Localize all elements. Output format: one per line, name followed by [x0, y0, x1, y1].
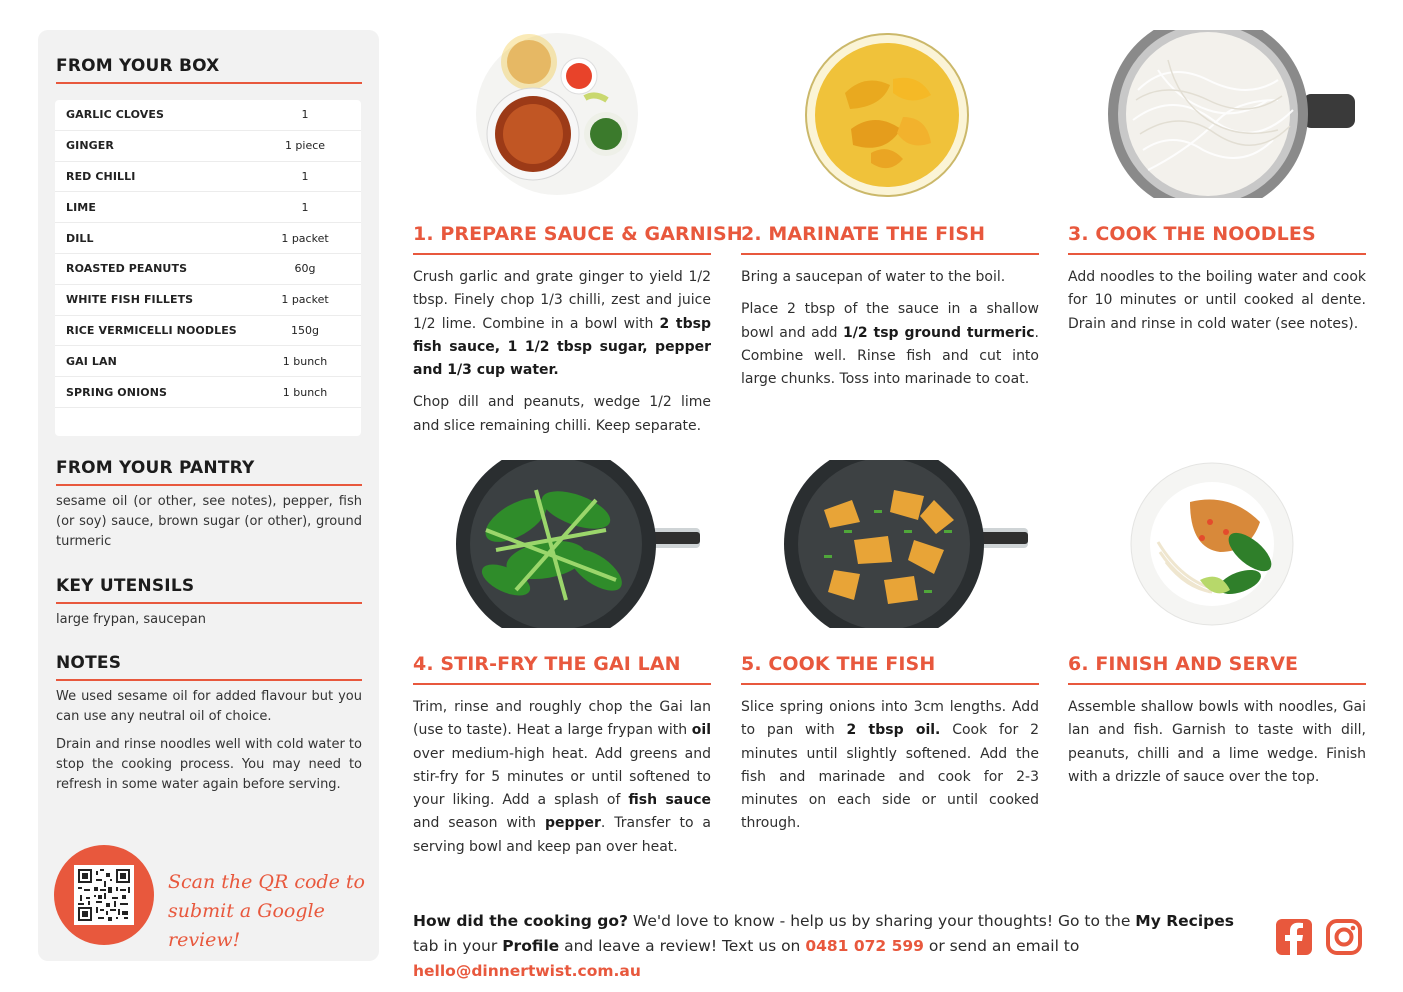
step-2-para-1: Bring a saucepan of water to the boil. [741, 269, 1006, 285]
qr-caption-line-1: Scan the QR code to [168, 871, 365, 893]
ingredient-qty: 150g [291, 323, 319, 337]
notes-para-2: Drain and rinse noodles well with cold water to stop the cooking process. You may need to refresh in some water again before serving. [56, 737, 362, 792]
step-divider [1068, 683, 1366, 685]
pantry-text: sesame oil (or other, see notes), pepper, fish (or soy) sauce, brown sugar (or other), ground turmeric [56, 494, 362, 549]
notes-title: NOTES [56, 653, 122, 673]
table-row [55, 285, 361, 316]
qr-code-icon[interactable] [74, 865, 134, 925]
qr-badge[interactable] [54, 845, 154, 945]
step-text-bold: fish sauce [628, 792, 712, 809]
step-divider [1068, 253, 1366, 255]
step-text: Place 2 tbsp of the sauce in a shallow bowl and add [741, 301, 1039, 341]
step-4-photo [456, 460, 704, 632]
review-footer [413, 909, 1263, 984]
step-6-para-1: Assemble shallow bowls with noodles, Gai lan and fish. Garnish to taste with dill, peanuts, chilli and a lime wedge. Finish with a drizzle of sauce over the top. [1068, 699, 1366, 785]
step-3-photo [1098, 30, 1356, 202]
ingredient-qty: 60g [294, 262, 316, 276]
step-6-body [1068, 696, 1366, 798]
step-5-photo [784, 460, 1032, 632]
ingredient-qty: 1 bunch [282, 385, 328, 399]
section-divider [56, 82, 362, 84]
step-text-bold: 2 tbsp oil. [846, 722, 941, 739]
my-recipes-link[interactable]: My Recipes [1135, 912, 1234, 930]
ingredient-name: GAI LAN [66, 354, 117, 368]
from-your-box-title: FROM YOUR BOX [56, 56, 220, 76]
step-text-bold: pepper [544, 815, 601, 832]
step-text: . Transfer to a serving bowl and keep pan over heat. [413, 815, 711, 855]
step-text: Cook for 2 minutes until slightly softened. Add the fish and marinade and cook for 2-3 minutes on each side or until cooked through. [741, 722, 1039, 832]
step-2-para-2 [741, 298, 1039, 391]
ingredient-name: DILL [66, 231, 94, 245]
from-your-pantry-title: FROM YOUR PANTRY [56, 458, 255, 478]
ingredient-name: WHITE FISH FILLETS [66, 293, 194, 307]
footer-text: and leave a review! Text us on [559, 937, 806, 955]
table-row [55, 131, 361, 162]
ingredient-qty: 1 [301, 108, 309, 122]
step-3-title: 3. COOK THE NOODLES [1068, 223, 1316, 245]
step-2-title: 2. MARINATE THE FISH [741, 223, 986, 245]
step-6-photo [1130, 462, 1294, 630]
table-row [55, 192, 361, 223]
profile-link[interactable]: Profile [502, 937, 560, 955]
step-5-title: 5. COOK THE FISH [741, 653, 936, 675]
step-text: Trim, rinse and roughly chop the Gai lan (use to taste). Heat a large frypan with [413, 699, 711, 739]
table-row [55, 223, 361, 254]
ingredient-name: GARLIC CLOVES [66, 108, 165, 122]
ingredient-qty: 1 packet [281, 231, 329, 245]
step-divider [741, 683, 1039, 685]
step-3-body [1068, 266, 1366, 345]
ingredient-name: RICE VERMICELLI NOODLES [66, 323, 237, 337]
step-text: and season with [413, 815, 545, 832]
step-divider [413, 683, 711, 685]
ingredient-name: GINGER [66, 139, 114, 153]
table-row [55, 346, 361, 377]
ingredient-qty: 1 piece [284, 139, 326, 153]
table-row [55, 316, 361, 347]
table-row [55, 162, 361, 193]
step-divider [741, 253, 1039, 255]
step-4-body [413, 696, 711, 868]
step-text: Slice spring onions into 3cm lengths. Add to pan with [741, 699, 1039, 739]
ingredient-name: SPRING ONIONS [66, 385, 168, 399]
section-divider [56, 484, 362, 486]
step-text-bold: oil [691, 722, 711, 739]
section-divider [56, 602, 362, 604]
step-4-title: 4. STIR-FRY THE GAI LAN [413, 653, 681, 675]
step-text: . Combine well. Rinse fish and cut into large chunks. Toss into marinade to coat. [741, 324, 1039, 388]
step-2-photo [805, 33, 969, 201]
step-5-para-1 [741, 696, 1039, 836]
ingredient-qty: 1 packet [281, 293, 329, 307]
qr-caption [168, 868, 379, 955]
facebook-icon[interactable] [1275, 918, 1313, 956]
step-6-title: 6. FINISH AND SERVE [1068, 653, 1299, 675]
step-5-body [741, 696, 1039, 845]
step-text: over medium-high heat. Add greens and stir-fry for 5 minutes or until softened to your liking. Add a splash of [413, 745, 711, 809]
footer-question: How did the cooking go? [413, 912, 628, 930]
step-4-para-1 [413, 696, 711, 859]
email-link[interactable]: hello@dinnertwist.com.au [413, 962, 641, 980]
step-1-para-2: Chop dill and peanuts, wedge 1/2 lime and slice remaining chilli. Keep separate. [413, 394, 711, 434]
ingredient-name: RED CHILLI [66, 169, 136, 183]
step-text: Crush garlic and grate ginger to yield 1/2 tbsp. Finely chop 1/3 chilli, zest and juice 1/2 lime. Combine in a bowl with [413, 269, 711, 332]
ingredient-name: LIME [66, 200, 96, 214]
step-text-bold: 2 tbsp fish sauce, 1 1/2 tbsp sugar, pepper and 1/3 cup water. [413, 315, 711, 379]
ingredient-qty: 1 [301, 169, 309, 183]
qr-caption-line-2: submit a Google review! [168, 900, 325, 951]
footer-text: or send an email to [923, 937, 1080, 955]
ingredients-sidebar [38, 30, 379, 961]
ingredient-qty: 1 [301, 200, 309, 214]
notes-para-1: We used sesame oil for added flavour but you can use any neutral oil of choice. [56, 689, 362, 724]
footer-text: tab in your [413, 937, 503, 955]
step-text-bold: 1/2 tsp ground turmeric [842, 324, 1035, 341]
phone-link[interactable]: 0481 072 599 [805, 937, 924, 955]
step-2-body [741, 266, 1039, 400]
table-row [55, 377, 361, 408]
step-1-body [413, 266, 711, 447]
table-row [55, 254, 361, 285]
step-1-para-1 [413, 266, 711, 382]
section-divider [56, 679, 362, 681]
step-1-photo [475, 32, 639, 200]
step-divider [413, 253, 711, 255]
footer-text: We'd love to know - help us by sharing your thoughts! Go to the [627, 912, 1136, 930]
ingredient-qty: 1 bunch [282, 354, 328, 368]
ingredients-table [55, 100, 361, 436]
key-utensils-title: KEY UTENSILS [56, 576, 195, 596]
instagram-icon[interactable] [1325, 918, 1363, 956]
step-1-title: 1. PREPARE SAUCE & GARNISH [413, 223, 743, 245]
step-3-para-1: Add noodles to the boiling water and cook for 10 minutes or until cooked al dente. Drain and rinse in cold water (see notes). [1068, 269, 1366, 332]
utensils-text: large frypan, saucepan [56, 612, 206, 627]
table-row [55, 100, 361, 131]
ingredient-name: ROASTED PEANUTS [66, 262, 188, 276]
